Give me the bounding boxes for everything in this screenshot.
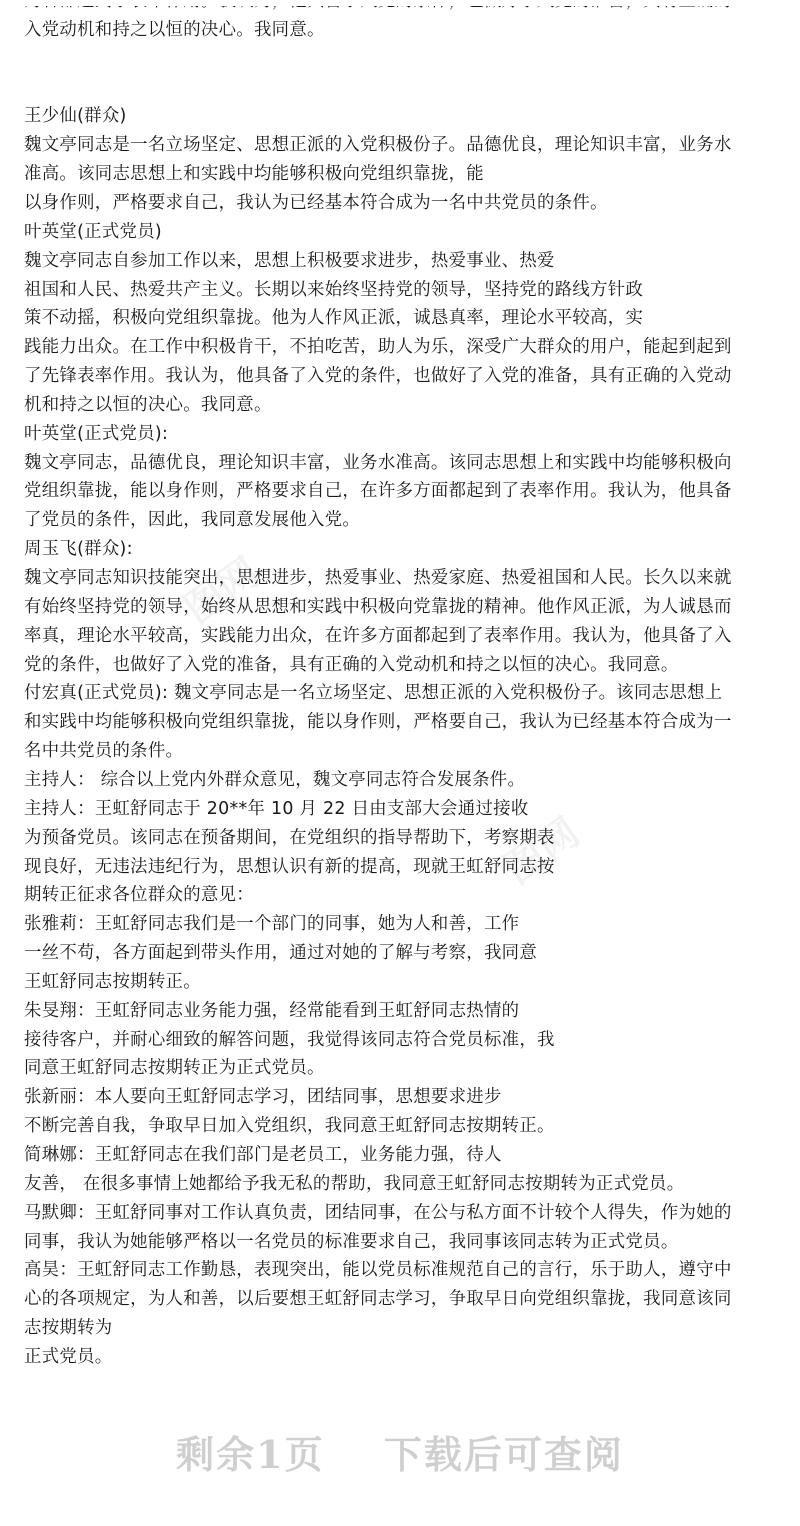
text-line: 高昊：王虹舒同志工作勤恳，表现突出，能以党员标准规范自己的言行，乐于助人，遵守中 bbox=[24, 1260, 732, 1281]
text-line: 为预备党员。该同志在预备期间，在党组织的指导帮助下，考察期表 bbox=[24, 827, 555, 848]
text-line: 主持人：王虹舒同志于 20**年 10 月 22 日由支部大会通过接收 bbox=[24, 798, 529, 819]
text-line: 党的条件，也做好了入党的准备，具有正确的入党动机和持之以恒的决心。我同意。 bbox=[24, 654, 679, 675]
text-line: 王虹舒同志按期转正。 bbox=[24, 971, 201, 992]
text-line: 以身作则，严格要求自己，我认为已经基本符合成为一名中共党员的条件。 bbox=[24, 192, 608, 213]
text-line: 入党动机和持之以恒的决心。我同意。 bbox=[24, 19, 325, 40]
remaining-pages-label: 剩余1页 bbox=[176, 1432, 325, 1477]
text-line: 有始终坚持党的领导，始终从思想和实践中积极向党靠拢的精神。他作风正派，为人诚恳而 bbox=[24, 596, 732, 617]
text-line: 魏文亭同志知识技能突出，思想进步，热爱事业、热爱家庭、热爱祖国和人民。长久以来就 bbox=[24, 568, 732, 588]
text-line: 张雅莉：王虹舒同志我们是一个部门的同事，她为人和善，工作 bbox=[24, 914, 520, 935]
page-top-cut bbox=[0, 0, 800, 6]
text-line: 简琳娜：王虹舒同志在我们部门是老员工，业务能力强，待人 bbox=[24, 1145, 502, 1165]
text-line: 付宏真(正式党员): 魏文亭同志是一名立场坚定、思想正派的入党积极份子。该同志思想上 bbox=[24, 683, 723, 704]
text-line: 心的各项规定，为人和善，以后要想王虹舒同志学习，争取早日向党组织靠拢，我同意该同 bbox=[24, 1289, 732, 1310]
text-line: 践能力出众。在工作中积极肯干，不拍吃苦，助人为乐，深受广大群众的用户，能起到起到 bbox=[24, 337, 732, 358]
text-line: 机和持之以恒的决心。我同意。 bbox=[24, 394, 272, 415]
text-line: 主持人： 综合以上党内外群众意见，魏文亭同志符合发展条件。 bbox=[24, 769, 526, 790]
text-line: 魏文亭同志是一名立场坚定、思想正派的入党积极份子。品德优良，理论知识丰富，业务水 bbox=[24, 135, 732, 156]
text-line: 了先锋表率作用。我认为，他具备了入党的条件，也做好了入党的准备，具有正确的入党动 bbox=[24, 366, 732, 387]
download-to-view-label: 下载后可查阅 bbox=[383, 1432, 624, 1477]
text-line: 叶英堂(正式党员): bbox=[24, 423, 169, 444]
watermark: 图网 bbox=[496, 809, 588, 894]
text-line: 正式党员。 bbox=[24, 1346, 113, 1367]
text-line: 准高。该同志思想上和实践中均能够积极向党组织靠拢，能 bbox=[24, 164, 484, 185]
text-line: 魏文亭同志，品德优良，理论知识丰富，业务水准高。该同志思想上和实践中均能够积极向 bbox=[24, 452, 732, 473]
text-line: 策不动摇，积极向党组织靠拢。他为人作风正派，诚恳真率，理论水平较高，实 bbox=[24, 308, 644, 329]
text-line: 王少仙(群众) bbox=[24, 106, 127, 127]
text-line: 叶英堂(正式党员) bbox=[24, 221, 163, 242]
watermark: 图网 bbox=[176, 549, 268, 634]
download-prompt[interactable] bbox=[0, 1424, 800, 1477]
text-line: 党组织靠拢，能以身作则，严格要求自己，在许多方面都起到了表率作用。我认为，他具备 bbox=[24, 481, 732, 502]
text-line: 期转正征求各位群众的意见： bbox=[24, 885, 254, 906]
text-line: 率真，理论水平较高，实践能力出众，在许多方面都起到了表率作用。我认为，他具备了入 bbox=[24, 625, 732, 646]
text-line: 魏文亭同志自参加工作以来，思想上积极要求进步，热爱事业、热爱 bbox=[24, 250, 555, 271]
text-line: 接待客户，并耐心细致的解答问题，我觉得该同志符合党员标准，我 bbox=[24, 1029, 555, 1050]
text-line: 志按期转为 bbox=[24, 1318, 113, 1339]
text-line: 一丝不苟，各方面起到带头作用，通过对她的了解与考察，我同意 bbox=[24, 943, 538, 964]
text-line: 同意王虹舒同志按期转正为正式党员。 bbox=[24, 1058, 325, 1079]
text-line: 周玉飞(群众): bbox=[24, 539, 133, 560]
text-line: 朱旻翔：王虹舒同志业务能力强，经常能看到王虹舒同志热情的 bbox=[24, 1000, 520, 1021]
text-line: 不断完善自我，争取早日加入党组织，我同意王虹舒同志按期转正。 bbox=[24, 1116, 555, 1137]
text-line: 友善， 在很多事情上她都给予我无私的帮助，我同意王虹舒同志按期转为正式党员。 bbox=[24, 1173, 685, 1194]
text-line: 同事，我认为她能够严格以一名党员的标准要求自己，我同事该同志转为正式党员。 bbox=[24, 1231, 679, 1252]
text-line: 了党员的条件，因此，我同意发展他入党。 bbox=[24, 510, 361, 531]
text-line: 现良好，无违法违纪行为，思想认识有新的提高，现就王虹舒同志按 bbox=[24, 856, 555, 877]
text-line: 祖国和人民、热爱共产主义。长期以来始终坚持党的领导，坚持党的路线方针政 bbox=[24, 279, 644, 300]
text-line: 马默卿：王虹舒同事对工作认真负责，团结同事，在公与私方面不计较个人得失，作为她的 bbox=[24, 1202, 732, 1223]
text-line: 和实践中均能够积极向党组织靠拢，能以身作则，严格要自己，我认为已经基本符合成为一 bbox=[24, 712, 732, 733]
text-line: 张新丽：本人要向王虹舒同志学习，团结同事，思想要求进步 bbox=[24, 1087, 502, 1108]
text-line: 名中共党员的条件。 bbox=[24, 741, 184, 762]
